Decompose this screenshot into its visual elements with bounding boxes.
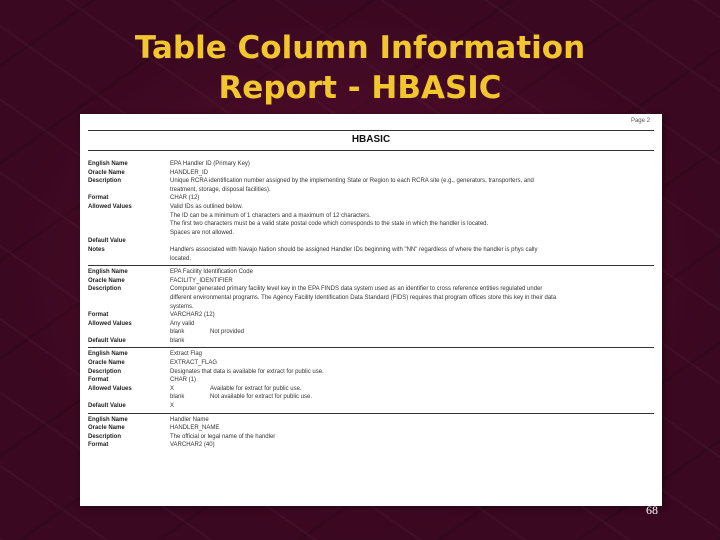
field-value: VARCHAR2 (12) xyxy=(170,312,215,319)
field-row xyxy=(88,177,654,186)
field-label: Format xyxy=(88,442,109,449)
field-row xyxy=(88,268,654,277)
field-row xyxy=(88,203,654,212)
field-label: Format xyxy=(88,377,109,384)
field-label: English Name xyxy=(88,161,128,167)
field-row xyxy=(88,433,654,442)
slide-title-line-1: Table Column Information xyxy=(134,30,586,66)
field-value: CHAR (1) xyxy=(170,377,197,384)
slide-title-line-2: Report - HBASIC xyxy=(218,70,502,106)
column-section xyxy=(88,268,654,345)
field-row xyxy=(88,186,654,195)
field-row xyxy=(88,385,654,394)
field-value: treatment, storage, disposal facilities). xyxy=(170,186,271,193)
field-label xyxy=(88,220,170,229)
field-label xyxy=(88,294,170,303)
field-label: Notes xyxy=(88,246,105,253)
field-label xyxy=(88,229,170,238)
field-value xyxy=(170,385,654,394)
field-row xyxy=(88,311,654,320)
field-value: located. xyxy=(170,255,192,262)
field-code-meaning: Available for extract for public use. xyxy=(210,385,302,392)
field-label: Description xyxy=(88,178,122,185)
field-value: X xyxy=(170,403,175,410)
field-row xyxy=(88,320,654,329)
field-value: systems. xyxy=(170,303,194,310)
field-value: The first two characters must be a valid state postal code which corresponds to the state in which the handler is located. xyxy=(170,221,489,228)
field-label xyxy=(88,393,170,402)
field-value: different environmental programs. The Agency Facility Identification Data Standard (FIDS) requires that program offices store this key in their data xyxy=(170,294,557,301)
column-section xyxy=(88,350,654,410)
field-row xyxy=(88,194,654,203)
field-value: Computer generated primary facility level key in the EPA FINDS data system used as an identifier to cross reference entities regulated under xyxy=(170,286,543,293)
field-label: Default Value xyxy=(88,238,126,245)
field-code-meaning: Not available for extract for public use. xyxy=(210,394,313,401)
section-divider xyxy=(88,265,654,266)
field-row xyxy=(88,328,654,337)
section-divider xyxy=(88,347,654,348)
section-divider xyxy=(88,413,654,414)
field-label: Description xyxy=(88,368,122,375)
field-value: VARCHAR2 (40) xyxy=(170,442,215,449)
field-value: Handler Name xyxy=(170,416,209,423)
report-page-image xyxy=(80,114,662,506)
field-row xyxy=(88,359,654,368)
field-row xyxy=(88,294,654,303)
report-title: HBASIC xyxy=(351,134,391,145)
slide-title xyxy=(0,28,720,108)
field-value: CHAR (12) xyxy=(170,195,200,202)
field-label: Oracle Name xyxy=(88,277,125,284)
field-row xyxy=(88,350,654,359)
field-row xyxy=(88,376,654,385)
field-row xyxy=(88,237,654,246)
field-row xyxy=(88,255,654,264)
field-label: Allowed Values xyxy=(88,203,132,210)
field-label: Allowed Values xyxy=(88,320,132,327)
field-value: The official or legal name of the handler xyxy=(170,433,276,440)
field-row xyxy=(88,169,654,178)
report-page-label: Page 2 xyxy=(630,118,650,124)
title-bottom-rule xyxy=(88,150,654,151)
field-code: blank xyxy=(170,394,185,401)
field-label: Format xyxy=(88,195,109,202)
field-label xyxy=(88,212,170,221)
field-label: Oracle Name xyxy=(88,169,125,176)
field-value xyxy=(170,393,654,402)
field-row xyxy=(88,303,654,312)
field-value: Valid IDs as outlined below. xyxy=(170,203,243,210)
slide-page-number: 68 xyxy=(646,503,658,517)
field-value: blank xyxy=(170,337,185,344)
field-label: English Name xyxy=(88,416,128,423)
field-row xyxy=(88,220,654,229)
field-code: X xyxy=(170,385,175,392)
field-value: Spaces are not allowed. xyxy=(170,229,235,236)
field-row xyxy=(88,229,654,238)
field-row xyxy=(88,393,654,402)
field-row xyxy=(88,337,654,346)
field-label: Default Value xyxy=(88,403,126,410)
field-value: EPA Handler ID (Primary Key) xyxy=(170,161,250,167)
field-value xyxy=(170,328,654,337)
field-value: Unique RCRA identification number assigned by the implementing State or Region to each RCRA site (e.g., generators, transporters, and xyxy=(170,178,534,185)
field-label: English Name xyxy=(88,351,128,358)
field-label: Allowed Values xyxy=(88,385,132,392)
field-value: FACILITY_IDENTIFIER xyxy=(170,277,233,284)
field-label: Description xyxy=(88,433,122,440)
field-row xyxy=(88,160,654,169)
field-row xyxy=(88,212,654,221)
field-label: Oracle Name xyxy=(88,360,125,367)
field-label: Oracle Name xyxy=(88,425,125,432)
field-value: HANDLER_ID xyxy=(170,169,209,176)
column-section xyxy=(88,416,654,450)
field-row xyxy=(88,246,654,255)
field-value: EPA Facility Identification Code xyxy=(170,269,253,276)
field-value: Extract Flag xyxy=(170,351,203,358)
field-code: blank xyxy=(170,329,185,336)
field-code-meaning: Not provided xyxy=(210,329,245,336)
field-label xyxy=(88,255,170,264)
field-value: The ID can be a minimum of 1 characters and a maximum of 12 characters. xyxy=(170,212,371,219)
title-top-rule xyxy=(88,130,654,131)
field-value: Handlers associated with Navajo Nation should be assigned Handler IDs beginning with "NN" regardless of where the handler is phys cally xyxy=(170,246,538,253)
field-label xyxy=(88,328,170,337)
field-row xyxy=(88,277,654,286)
field-label: Description xyxy=(88,286,122,293)
field-label xyxy=(88,303,170,312)
field-label xyxy=(88,186,170,195)
field-value: EXTRACT_FLAG xyxy=(170,360,218,367)
field-value xyxy=(170,237,654,246)
field-row xyxy=(88,368,654,377)
column-section xyxy=(88,160,654,263)
field-value: Designates that data is available for extract for public use. xyxy=(170,368,324,375)
field-value: HANDLER_NAME xyxy=(170,425,220,432)
field-row xyxy=(88,441,654,450)
field-label: Default Value xyxy=(88,337,126,344)
field-label: Format xyxy=(88,312,109,319)
field-row xyxy=(88,416,654,425)
field-value: Any valid xyxy=(170,320,195,327)
field-row xyxy=(88,424,654,433)
field-label: English Name xyxy=(88,269,128,276)
field-row xyxy=(88,285,654,294)
field-row xyxy=(88,402,654,411)
column-info-list xyxy=(88,160,654,450)
